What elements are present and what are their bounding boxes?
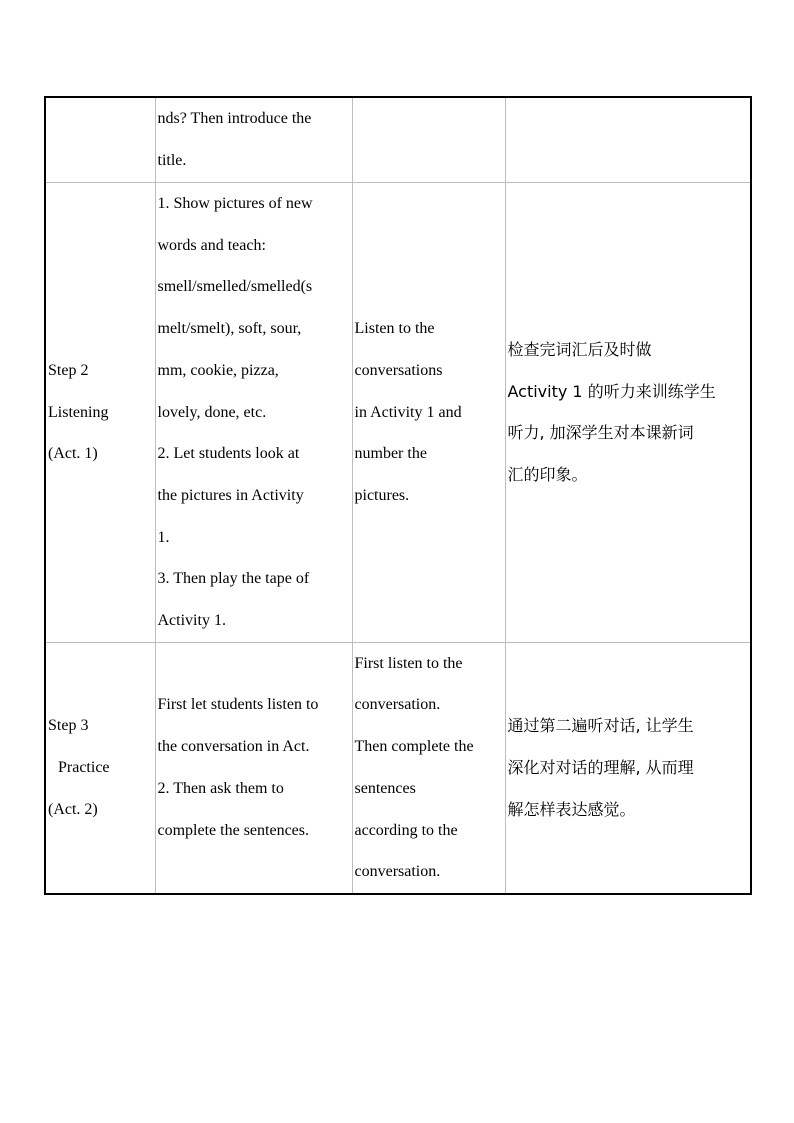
text-line: 1. (157, 528, 170, 546)
text-line: sentences (354, 779, 416, 797)
table-row (45, 183, 751, 643)
text-line: words and teach: (157, 236, 266, 254)
text-line: number the (354, 445, 427, 463)
text-line: melt/smelt), soft, sour, (157, 320, 302, 338)
teacher-activity-cell (155, 642, 352, 894)
text-line: conversations (354, 361, 443, 379)
text-line: in Activity 1 and (354, 403, 462, 421)
lesson-plan-table (44, 96, 752, 895)
text-line: the pictures in Activity (157, 486, 304, 504)
text-line: complete the sentences. (157, 821, 309, 839)
text-line: the conversation in Act. (157, 738, 310, 756)
step-label: Listening (48, 403, 109, 421)
step-label: (Act. 1) (48, 445, 98, 463)
text-line: Then complete the (354, 738, 474, 756)
text-line: lovely, done, etc. (157, 403, 267, 421)
step-cell (45, 642, 155, 894)
step-cell (45, 183, 155, 643)
purpose-cell (505, 97, 751, 183)
text-line: First let students listen to (157, 696, 319, 714)
text-line: 2. Let students look at (157, 445, 300, 463)
text-line: pictures. (354, 486, 410, 504)
text-line: smell/smelled/smelled(s (157, 278, 313, 296)
text-line: 汇的印象。 (507, 465, 588, 485)
text-line: 1. Show pictures of new (157, 195, 313, 212)
teacher-activity-cell (155, 97, 352, 183)
text-line: 通过第二遍听对话, 让学生 (507, 716, 694, 736)
step-cell (45, 97, 155, 183)
step-label: Step 3 (48, 717, 89, 735)
text-line: conversation. (354, 696, 441, 714)
student-activity-cell (352, 642, 505, 894)
purpose-cell (505, 183, 751, 643)
text-line: Activity 1 的听力来训练学生 (507, 381, 716, 401)
text-line: 3. Then play the tape of (157, 570, 310, 588)
text-line: Listen to the (354, 320, 435, 338)
text-line: 解怎样表达感觉。 (507, 799, 636, 819)
student-activity-cell (352, 183, 505, 643)
step-label: Step 2 (48, 361, 89, 379)
table-row (45, 642, 751, 894)
table-row (45, 97, 751, 183)
text-line: 2. Then ask them to (157, 779, 284, 797)
text-line: 深化对对话的理解, 从而理 (507, 757, 694, 777)
text-line: First listen to the (354, 654, 463, 672)
text-line: title. (157, 152, 187, 169)
text-line: according to the (354, 821, 458, 839)
text-line: 听力, 加深学生对本课新词 (507, 423, 694, 443)
student-activity-cell (352, 97, 505, 183)
teacher-activity-cell (155, 183, 352, 643)
text-line: Activity 1. (157, 612, 226, 630)
text-line: nds? Then introduce the (157, 110, 312, 128)
text-line: conversation. (354, 863, 441, 881)
text-line: 检查完词汇后及时做 (507, 339, 652, 359)
text-line: mm, cookie, pizza, (157, 361, 279, 379)
step-label: Practice (58, 758, 110, 776)
step-label: (Act. 2) (48, 800, 98, 818)
purpose-cell (505, 642, 751, 894)
